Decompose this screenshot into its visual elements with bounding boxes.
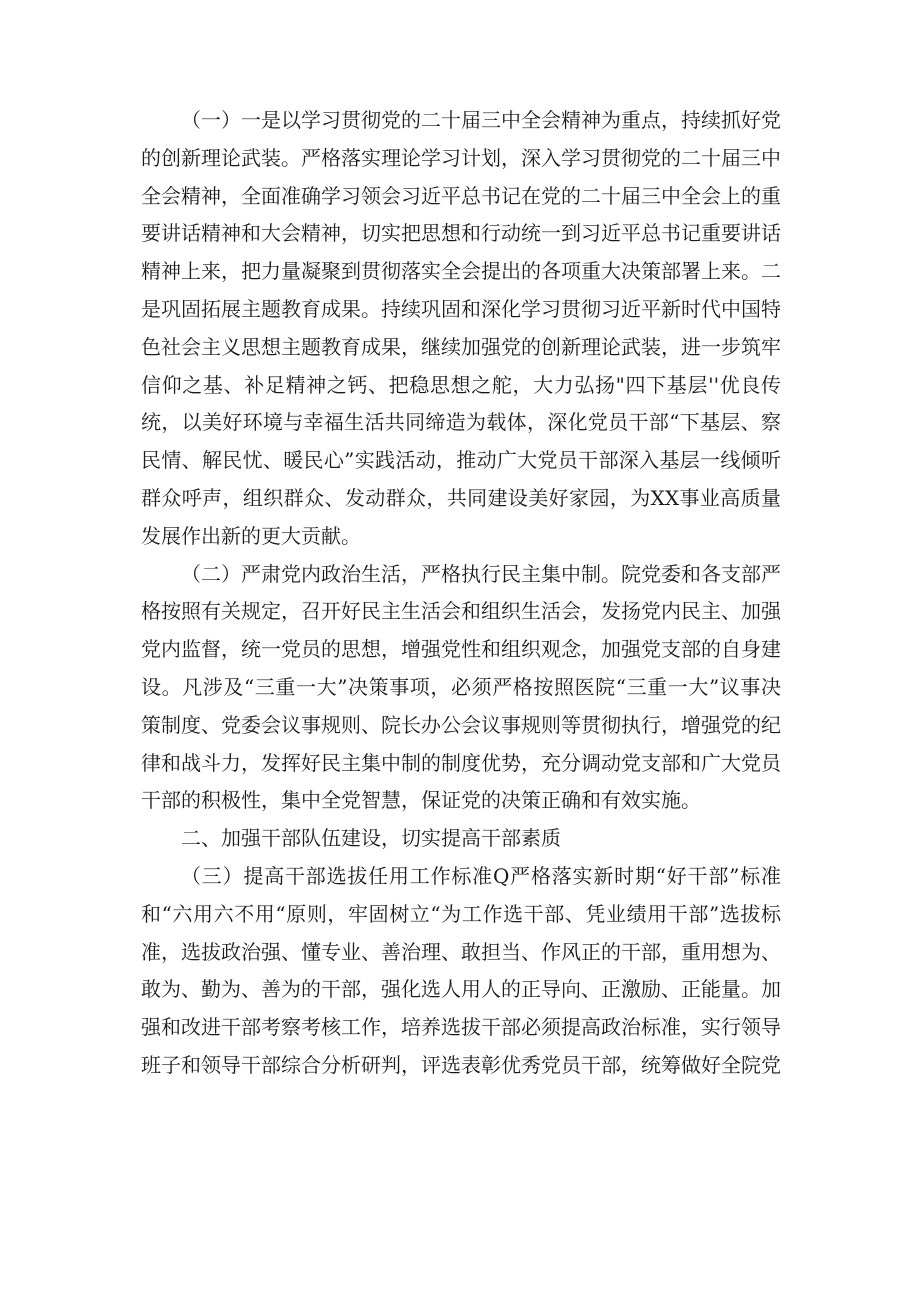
paragraph-1: （一）一是以学习贯彻党的二十届三中全会精神为重点，持续抓好党的创新理论武装。严格落实理论学习计划，深入学习贯彻党的二十届三中全会精神，全面准确学习领会习近平总书记在党的二十届三中全会上的重要讲话精神和大会精神，切实把思想和行动统一到习近平总书记重要讲话精神上来，把力量凝聚到贯彻落实全会提出的各项重大决策部署上来。二是巩固拓展主题教育成果。持续巩固和深化学习贯彻习近平新时代中国特色社会主义思想主题教育成果，继续加强党的创新理论武装，进一步筑牢信仰之基、补足精神之钙、把稳思想之舵，大力弘扬"四下基层''优良传统，以美好环境与幸福生活共同缔造为载体，深化党员干部“下基层、察民情、解民忧、暖民心”实践活动，推动广大党员干部深入基层一线倾听群众呼声，组织群众、发动群众，共同建设美好家园，为XX事业高质量发展作出新的更大贡献。: [141, 108, 781, 548]
section-heading: 二、加强干部队伍建设，切实提高干部素质: [181, 826, 561, 851]
paragraph-2: （二）严肃党内政治生活，严格执行民主集中制。院党委和各支部严格按照有关规定，召开好民主生活会和组织生活会，发扬党内民主、加强党内监督，统一党员的思想，增强党性和组织观念，加强党支部的自身建设。凡涉及“三重一大”决策事项，必须严格按照医院“三重一大”议事决策制度、党委会议事规则、院长办公会议事规则等贯彻执行，增强党的纪律和战斗力，发挥好民主集中制的制度优势，充分调动党支部和广大党员干部的积极性，集中全党智慧，保证党的决策正确和有效实施。: [141, 561, 781, 813]
paragraph-3: （三）提高干部选拔任用工作标准Q严格落实新时期“好干部”标准和“六用六不用“原则，牢固树立“为工作选干部、凭业绩用干部”选拔标准，选拔政治强、懂专业、善治理、敢担当、作风正的干部，重用想为、敢为、勤为、善为的干部，强化选人用人的正导向、正激励、正能量。加强和改进干部考察考核工作，培养选拔干部必须提高政治标准，实行领导班子和领导干部综合分析研判，评选表彰优秀党员干部，统筹做好全院党: [141, 863, 781, 1077]
document-body: [141, 102, 781, 1085]
